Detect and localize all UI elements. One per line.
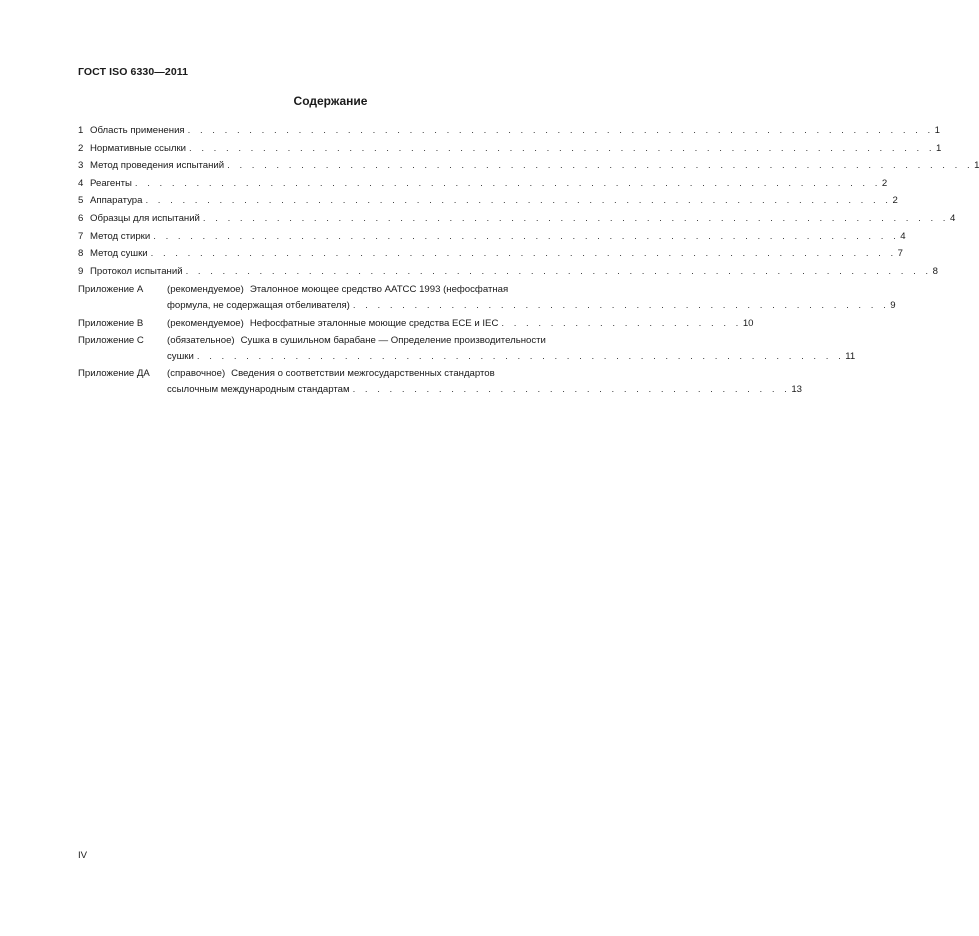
toc-entry-label: Нормативные ссылки bbox=[90, 142, 187, 154]
toc-entry-page: 1 bbox=[936, 142, 942, 154]
toc-entry-number: 1 bbox=[78, 125, 84, 136]
toc-entry-page: 1 bbox=[974, 160, 979, 172]
appendix-type: (рекомендуемое) bbox=[167, 317, 244, 329]
appendix-title-line1: Сведения о соответствии межгосударственных стандартов bbox=[231, 368, 495, 380]
toc-entry-2[interactable] bbox=[78, 140, 942, 158]
toc-entry-page: 4 bbox=[949, 212, 956, 224]
dot-leader: . . . . . . . . . . . . . . . . . . . . . . . . . . . . . . . . . . . . . . . . . . . . . . . . . . . . . . . . . . . . . bbox=[150, 248, 897, 260]
toc-entry-page: 8 bbox=[932, 265, 938, 277]
appendix-title-line2: сушки bbox=[167, 350, 194, 362]
appendix-prefix: Приложение C bbox=[78, 335, 144, 347]
toc-appendix-a[interactable] bbox=[78, 282, 896, 313]
toc-appendix-da[interactable] bbox=[78, 366, 802, 397]
appendix-title-line2: ссылочным международным стандартам bbox=[167, 383, 350, 395]
toc-entry-page: 1 bbox=[934, 125, 940, 136]
toc-entry-1[interactable] bbox=[78, 122, 940, 140]
dot-leader: . . . . . . . . . . . . . . . . . . . . . . . . . . . . . . . . . . . . . . . . . . . . . . . . . . . . . . . . . . . . . bbox=[227, 160, 974, 172]
dot-leader: . . . . . . . . . . . . . . . . . . . . . . . . . . . . . . . . . . . . bbox=[352, 383, 791, 395]
toc-entry-number: 9 bbox=[78, 265, 84, 277]
appendix-type: (обязательное) bbox=[167, 335, 235, 347]
appendix-prefix: Приложение ДА bbox=[78, 368, 150, 380]
appendix-page: 11 bbox=[845, 350, 856, 362]
toc-entry-label: Метод стирки bbox=[90, 230, 151, 242]
toc-entry-number: 5 bbox=[78, 195, 84, 207]
toc-entry-number: 2 bbox=[78, 142, 84, 154]
toc-entry-4[interactable] bbox=[78, 175, 888, 193]
page-number: IV bbox=[78, 850, 88, 861]
appendix-prefix: Приложение B bbox=[78, 317, 144, 329]
toc-entry-page: 4 bbox=[900, 230, 906, 242]
appendix-title-line1: Сушка в сушильном барабане — Определение производительности bbox=[240, 335, 546, 347]
dot-leader: . . . . . . . . . . . . . . . . . . . . . . . . . . . . . . . . . . . . . . . . . . . . . . . . . . . . . . . . . . . . . bbox=[185, 265, 932, 277]
dot-leader: . . . . . . . . . . . . . . . . . . . . . . . . . . . . . . . . . . . . . . . . . . . . . . . . . . . . . . . . . . . . . bbox=[187, 125, 934, 136]
toc-entry-label: Область применения bbox=[90, 125, 185, 136]
appendix-prefix: Приложение A bbox=[78, 284, 144, 296]
toc-entry-label: Протокол испытаний bbox=[90, 265, 183, 277]
appendix-title-line2: Нефосфатные эталонные моющие средства ECE и IEC bbox=[249, 317, 499, 329]
toc-entry-label: Реагенты bbox=[90, 177, 132, 189]
toc-entry-page: 2 bbox=[892, 195, 898, 207]
dot-leader: . . . . . . . . . . . . . . . . . . . . . . . . . . . . . . . . . . . . . . . . . . . . . . . . . . . . . bbox=[196, 350, 845, 362]
appendix-type: (справочное) bbox=[167, 368, 226, 380]
toc-appendix-c[interactable] bbox=[78, 333, 856, 364]
document-code: ГОСТ ISO 6330—2011 bbox=[78, 66, 189, 78]
toc-title: Содержание bbox=[293, 94, 368, 108]
toc-entry-3[interactable] bbox=[78, 157, 979, 175]
toc-entry-7[interactable] bbox=[78, 228, 906, 246]
dot-leader: . . . . . . . . . . . . . . . . . . . . . . . . . . . . . . . . . . . . . . . . . . . . . . . . . . . . . . . . . . . . . bbox=[202, 212, 949, 224]
appendix-type: (рекомендуемое) bbox=[167, 284, 244, 296]
toc-entry-9[interactable] bbox=[78, 263, 938, 281]
toc-entry-number: 3 bbox=[78, 160, 84, 172]
dot-leader: . . . . . . . . . . . . . . . . . . . . . . . . . . . . . . . . . . . . . . . . . . . . . . . . . . . . . . . . . . . . . bbox=[145, 195, 892, 207]
toc-entry-label: Метод проведения испытаний bbox=[90, 160, 225, 172]
toc-entry-number: 8 bbox=[78, 248, 84, 260]
appendix-page: 10 bbox=[742, 317, 754, 329]
toc-entry-5[interactable] bbox=[78, 192, 898, 210]
toc-entry-number: 7 bbox=[78, 230, 84, 242]
toc-entry-8[interactable] bbox=[78, 245, 904, 263]
dot-leader: . . . . . . . . . . . . . . . . . . . . . . . . . . . . . . . . . . . . . . . . . . . . bbox=[352, 299, 890, 311]
appendix-page: 9 bbox=[890, 299, 896, 311]
appendix-page: 13 bbox=[791, 383, 802, 395]
toc-entry-number: 6 bbox=[78, 212, 84, 224]
toc-entry-page: 7 bbox=[897, 248, 904, 260]
table-of-contents bbox=[78, 122, 979, 398]
toc-appendix-b[interactable] bbox=[78, 316, 754, 332]
dot-leader: . . . . . . . . . . . . . . . . . . . . . . . . . . . . . . . . . . . . . . . . . . . . . . . . . . . . . . . . . . . . . bbox=[189, 142, 936, 154]
toc-entry-page: 2 bbox=[881, 177, 888, 189]
toc-entry-label: Аппаратура bbox=[90, 195, 143, 207]
toc-entry-6[interactable] bbox=[78, 210, 956, 228]
dot-leader: . . . . . . . . . . . . . . . . . . . . . . . . . . . . . . . . . . . . . . . . . . . . . . . . . . . . . . . . . . . . . bbox=[134, 177, 881, 189]
dot-leader: . . . . . . . . . . . . . . . . . . . . . . . . . . . . . . . . . . . . . . . . . . . . . . . . . . . . . . . . . . . . . bbox=[153, 230, 900, 242]
toc-entry-label: Метод сушки bbox=[90, 248, 148, 260]
toc-entry-label: Образцы для испытаний bbox=[90, 212, 200, 224]
appendix-title-line1: Эталонное моющее средство AATCC 1993 (нефосфатная bbox=[249, 284, 509, 296]
appendix-title-line2: формула, не содержащая отбеливателя) bbox=[167, 299, 350, 311]
dot-leader: . . . . . . . . . . . . . . . . . . . . bbox=[501, 317, 742, 329]
toc-entry-number: 4 bbox=[78, 177, 84, 189]
